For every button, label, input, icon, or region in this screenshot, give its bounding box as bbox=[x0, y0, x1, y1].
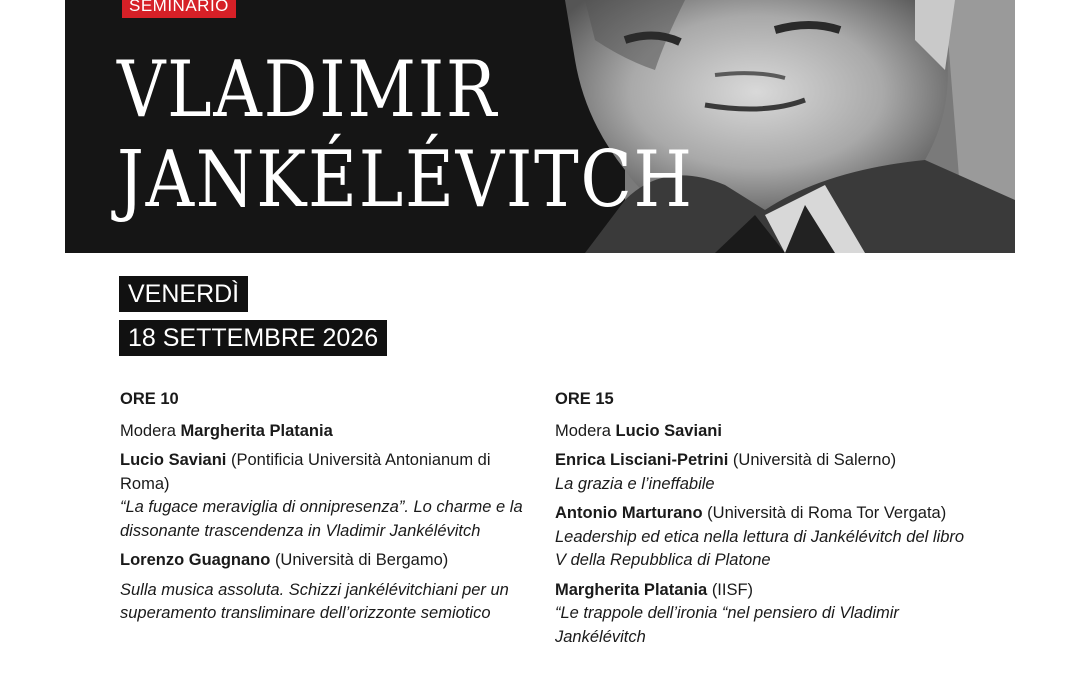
speaker-affiliation: (Università di Bergamo) bbox=[274, 551, 449, 569]
moderator-name: Lucio Saviani bbox=[615, 421, 722, 440]
session-afternoon bbox=[555, 388, 975, 655]
session-time: ORE 10 bbox=[120, 390, 179, 408]
speaker-affiliation: (Università di Salerno) bbox=[732, 451, 897, 469]
speaker-name: Lorenzo Guagnano bbox=[120, 551, 271, 569]
title-line-1: VLADIMIR bbox=[117, 45, 499, 135]
talk-title: Leadership ed etica nella lettura di Jankélévitch del libro V della Repubblica di Platone bbox=[555, 527, 965, 569]
talk-title: La grazia e l’ineffabile bbox=[555, 474, 715, 493]
speaker-affiliation: (IISF) bbox=[711, 580, 754, 599]
talk-item bbox=[120, 449, 525, 543]
seminar-badge: SEMINARIO bbox=[122, 0, 236, 18]
hero-banner bbox=[65, 0, 1015, 253]
moderator-prefix: Modera bbox=[120, 421, 176, 440]
moderator-line bbox=[120, 420, 525, 444]
speaker-affiliation: (Università di Roma Tor Vergata) bbox=[707, 504, 947, 522]
session-morning bbox=[120, 388, 525, 632]
talk-title: “Le trappole dell’ironia “nel pensiero di Vladimir Jankélévitch bbox=[555, 604, 899, 646]
moderator-line bbox=[555, 420, 975, 444]
speaker-affiliation: (Pontificia Università Antonianum di Roma) bbox=[120, 451, 491, 493]
date-full: 18 SETTEMBRE 2026 bbox=[119, 320, 387, 356]
talk-item bbox=[555, 449, 975, 496]
session-time: ORE 15 bbox=[555, 390, 614, 408]
title-line-2: JANKÉLÉVITCH bbox=[117, 135, 694, 225]
date-day: VENERDÌ bbox=[119, 276, 248, 312]
speaker-name: Antonio Marturano bbox=[555, 504, 703, 522]
speaker-name: Enrica Lisciani-Petrini bbox=[555, 451, 729, 469]
talk-title: “La fugace meraviglia di onnipresenza”. Lo charme e la dissonante trascendenza in Vladimir Jankélévitch bbox=[120, 498, 523, 540]
talk-title: Sulla musica assoluta. Schizzi jankélévitchiani per un superamento transliminare dell’orizzonte semiotico bbox=[120, 580, 509, 622]
speaker-name: Margherita Platania bbox=[555, 580, 708, 599]
talk-item bbox=[555, 579, 975, 650]
moderator-name: Margherita Platania bbox=[180, 421, 333, 440]
speaker-name: Lucio Saviani bbox=[120, 451, 227, 469]
moderator-prefix: Modera bbox=[555, 421, 611, 440]
talk-item bbox=[555, 502, 975, 573]
talk-item bbox=[120, 549, 525, 626]
